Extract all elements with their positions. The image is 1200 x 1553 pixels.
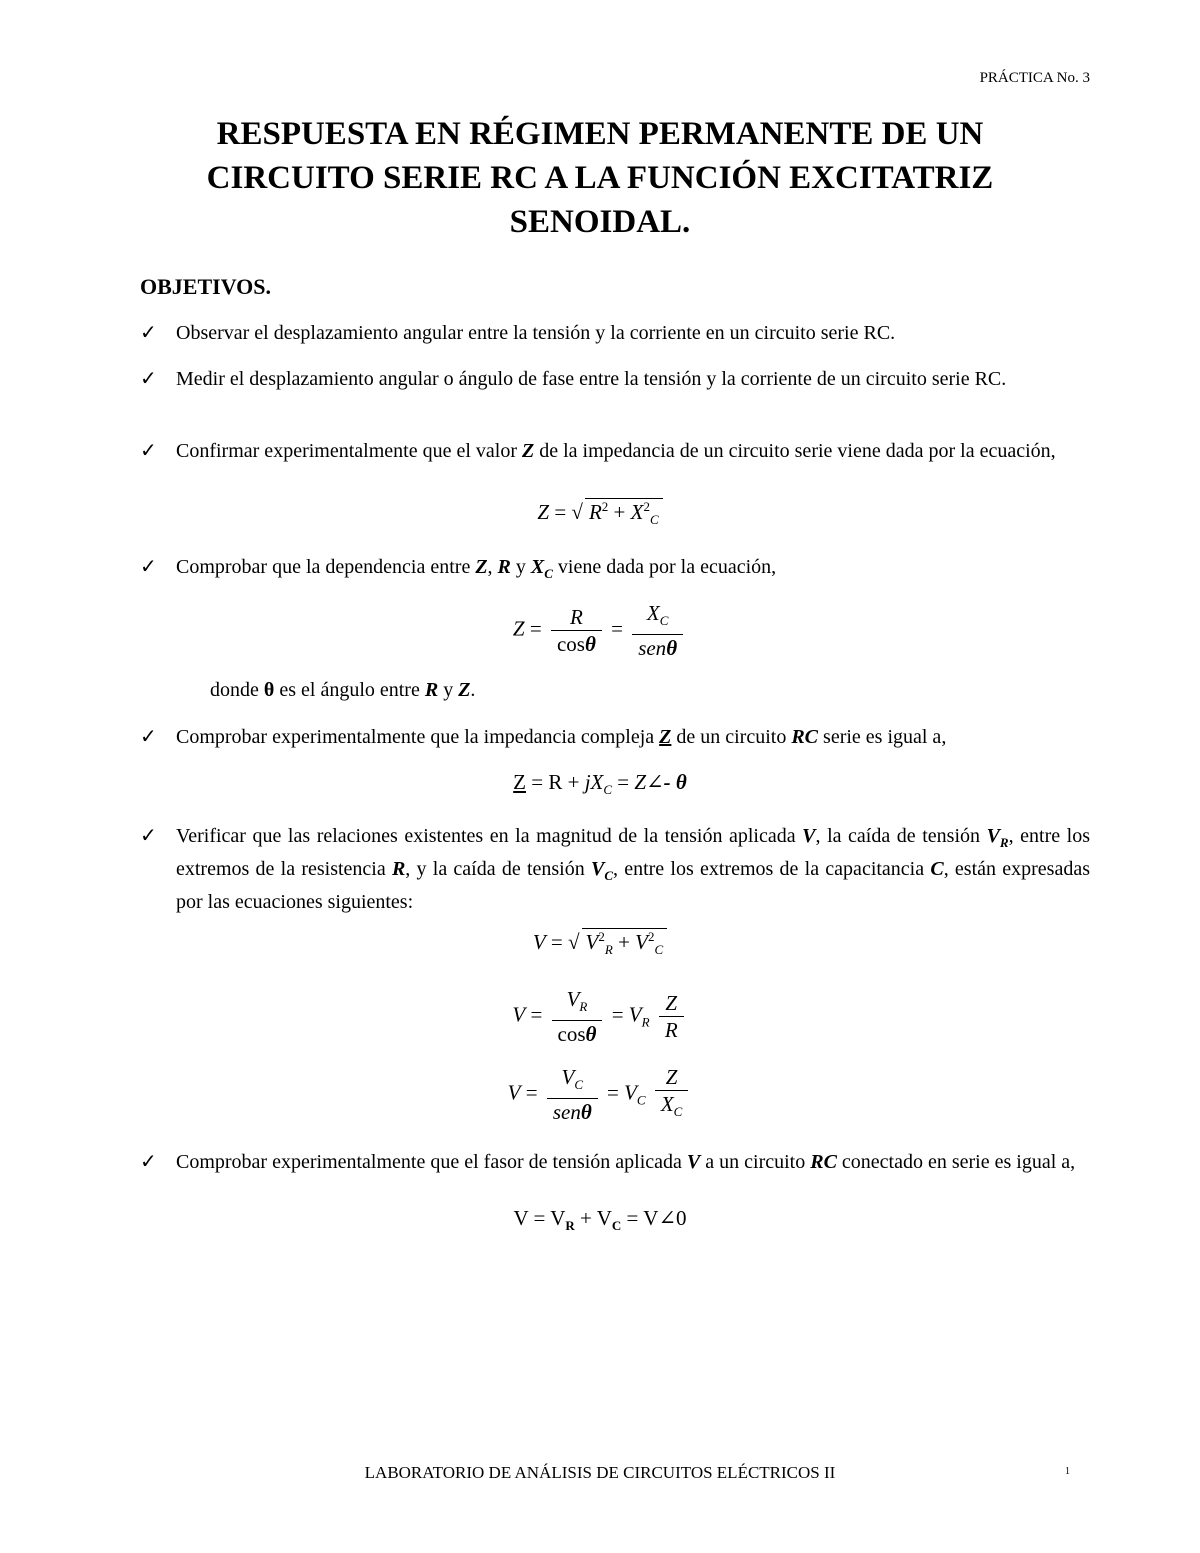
objective-item [140, 823, 1090, 915]
objective-text: Observar el desplazamiento angular entre la tensión y la corriente en un circuito serie RC. [176, 322, 896, 344]
objective-item [140, 320, 1090, 346]
objective-item [140, 438, 1090, 464]
objective-item [140, 554, 1090, 587]
objective-item [140, 1149, 1090, 1175]
objectives-heading: OBJETIVOS. [140, 274, 271, 299]
equation-voltage-magnitude: V = √ $V^2_R + V^2_C$ [0, 928, 1200, 958]
checkmark-icon: ✓ [140, 556, 157, 578]
objective-text: Comprobar experimentalmente que la impedancia compleja Z de un circuito RC serie es igual a, [176, 726, 947, 748]
equation-impedance-magnitude: Z = √ $R^2 + X^2_C$ [0, 498, 1200, 528]
equation-voltage-resistor: V = $\frac{V_R}{\cos\theta}$ = $V_R$ $\frac{Z}{R}$ [0, 986, 1200, 1047]
objective-text: Confirmar experimentalmente que el valor Z de la impedancia de un circuito serie viene dada por la ecuación, [176, 440, 1056, 462]
title-line-1: RESPUESTA EN RÉGIMEN PERMANENTE DE UN [216, 116, 984, 152]
checkmark-icon: ✓ [140, 1151, 157, 1173]
checkmark-icon: ✓ [140, 825, 157, 847]
footer-lab-title: LABORATORIO DE ANÁLISIS DE CIRCUITOS ELÉCTRICOS II [364, 1463, 836, 1482]
title-line-2: CIRCUITO SERIE RC A LA FUNCIÓN EXCITATRIZ [206, 160, 994, 196]
equation-voltage-capacitor: V = $\frac{V_C}{\text{senθ}}$ = $V_C$ $\frac{Z}{X_C}$ [0, 1064, 1200, 1125]
objective-text: Comprobar experimentalmente que el fasor de tensión aplicada V a un circuito RC conectado en serie es igual a, [176, 1151, 1076, 1173]
equation-complex-impedance: $Z = R + jX_C$ = Z∠- θ [513, 770, 687, 798]
checkmark-icon: ✓ [140, 726, 157, 748]
objective-text: Verificar que las relaciones existentes en la magnitud de la tensión aplicada V, la caída de tensión $V_R$, entre los extremos de la resistencia R, y la caída de tensión $V_C$, entre los extremos de la capacitancia C, están expresadas por las ecuaciones siguientes: [176, 825, 1090, 913]
objective-item [140, 366, 1090, 392]
donde-note: donde θ es el ángulo entre R y Z. [210, 679, 476, 701]
document-title [130, 112, 1070, 244]
practice-label: PRÁCTICA No. 3 [979, 70, 1090, 86]
objective-text: Comprobar que la dependencia entre Z, R y $X_C$ viene dada por la ecuación, [176, 556, 777, 581]
objective-text: Medir el desplazamiento angular o ángulo de fase entre la tensión y la corriente de un circuito serie RC. [176, 368, 1007, 390]
equation-impedance-angle: Z = $\frac{R}{\cos\theta}$ = $\frac{X_C}{\text{senθ}}$ [0, 600, 1200, 661]
checkmark-icon: ✓ [140, 322, 157, 344]
page-number: 1 [1065, 1466, 1070, 1477]
equation-voltage-phasor: $V = V_R + V_C$ = V∠0 [513, 1206, 687, 1234]
objective-item [140, 724, 1090, 750]
checkmark-icon: ✓ [140, 440, 157, 462]
checkmark-icon: ✓ [140, 368, 157, 390]
title-line-3: SENOIDAL. [509, 204, 691, 240]
